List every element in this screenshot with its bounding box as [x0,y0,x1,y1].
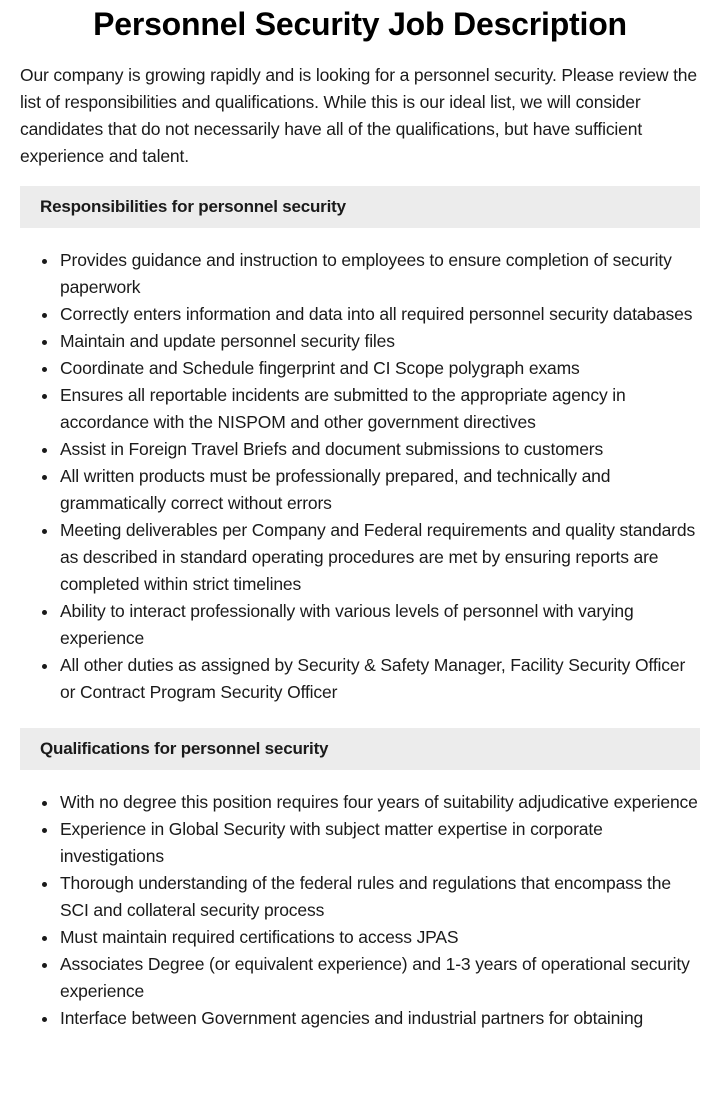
qualifications-list [20,789,700,1032]
list-item-text: Ability to interact professionally with various levels of personnel with varying experience [60,601,634,648]
list-item-text: Interface between Government agencies and industrial partners for obtaining [60,1008,644,1028]
list-item-text: With no degree this position requires four years of suitability adjudicative experience [60,792,698,812]
list-item [20,1005,700,1032]
list-item-text: Correctly enters information and data into all required personnel security databases [60,304,693,324]
section-header-qualifications: Qualifications for personnel security [20,728,700,770]
list-item-text: All written products must be professionally prepared, and technically and grammatically correct without errors [60,466,611,513]
list-item [20,463,700,517]
bullet-icon [42,801,47,806]
list-item-text: Meeting deliverables per Company and Federal requirements and quality standards as described in standard operating procedures are met by ensuring reports are completed within strict timelines [60,520,696,594]
bullet-icon [42,475,47,480]
bullet-icon [42,394,47,399]
bullet-icon [42,963,47,968]
bullet-icon [42,313,47,318]
list-item [20,355,700,382]
list-item-text: Experience in Global Security with subject matter expertise in corporate investigations [60,819,603,866]
responsibilities-list [20,247,700,706]
list-item-text: Thorough understanding of the federal rules and regulations that encompass the SCI and collateral security process [60,873,671,920]
qualifications-section [20,728,700,1032]
list-item-text: Ensures all reportable incidents are submitted to the appropriate agency in accordance with the NISPOM and other government directives [60,385,626,432]
bullet-icon [42,259,47,264]
bullet-icon [42,936,47,941]
list-item [20,816,700,870]
list-item [20,870,700,924]
intro-paragraph: Our company is growing rapidly and is looking for a personnel security. Please review the list of responsibilities and qualifications. While this is our ideal list, we will consider candidates that do not necessarily have all of the qualifications, but have sufficient experience and talent. [20,65,697,166]
list-item [20,301,700,328]
bullet-icon [42,529,47,534]
list-item-text: Provides guidance and instruction to employees to ensure completion of security paperwork [60,250,672,297]
bullet-icon [42,1017,47,1022]
bullet-icon [42,367,47,372]
list-item [20,436,700,463]
list-item [20,328,700,355]
list-item-text: Coordinate and Schedule fingerprint and CI Scope polygraph exams [60,358,580,378]
bullet-icon [42,664,47,669]
list-item [20,652,700,706]
bullet-icon [42,882,47,887]
bullet-icon [42,340,47,345]
bullet-icon [42,828,47,833]
bullet-icon [42,448,47,453]
list-item [20,951,700,1005]
section-header-responsibilities: Responsibilities for personnel security [20,186,700,228]
list-item [20,382,700,436]
list-item-text: Maintain and update personnel security files [60,331,395,351]
page-title: Personnel Security Job Description [93,6,627,42]
list-item [20,247,700,301]
list-item-text: Must maintain required certifications to access JPAS [60,927,459,947]
responsibilities-section [20,186,700,706]
bullet-icon [42,610,47,615]
list-item [20,598,700,652]
list-item-text: Assist in Foreign Travel Briefs and document submissions to customers [60,439,604,459]
list-item [20,789,700,816]
list-item [20,517,700,598]
list-item [20,924,700,951]
list-item-text: Associates Degree (or equivalent experience) and 1-3 years of operational security experience [60,954,690,1001]
list-item-text: All other duties as assigned by Security & Safety Manager, Facility Security Officer or Contract Program Security Officer [60,655,686,702]
